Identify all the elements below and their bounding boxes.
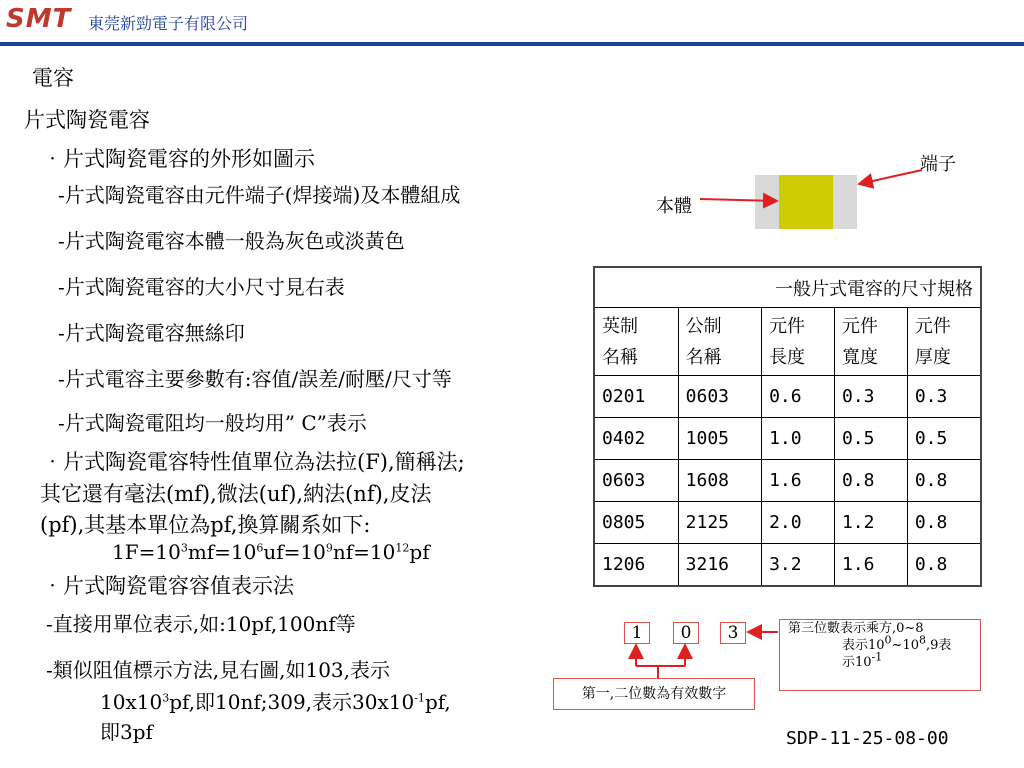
- table-row: [594, 376, 981, 418]
- section1-item: -片式陶瓷電容無絲印: [58, 321, 245, 345]
- third-digit-note: [779, 619, 981, 691]
- table-cell: 0402: [594, 418, 678, 460]
- section3-heading: ‧片式陶瓷電容容值表示法: [42, 574, 294, 598]
- section3-item-cont: $10x10^3pf$,即10nf;309,表示$30x10^{-1}pf$,: [100, 690, 451, 714]
- note-line: 示$10^{-1}$: [842, 650, 883, 670]
- table-cell: 0.8: [907, 544, 981, 587]
- table-cell: 3216: [678, 544, 761, 587]
- column-header: 元件 寬度: [834, 308, 907, 376]
- terminal-arrow: [859, 170, 922, 184]
- section3-item: -直接用單位表示,如:10pf,100nf等: [46, 612, 356, 636]
- table-cell: 0.5: [907, 418, 981, 460]
- table-cell: 0603: [678, 376, 761, 418]
- unit-formula: $1F=10^3mf=10^6uf=10^9nf=10^{12}pf$: [112, 540, 430, 564]
- code-digit-3: 3: [720, 622, 746, 644]
- section1-item: -片式陶瓷電容本體一般為灰色或淡黃色: [58, 229, 405, 253]
- first-digits-note: 第一,二位數為有效數字: [553, 678, 755, 710]
- section2-line: (pf),其基本單位為pf,換算關系如下:: [40, 513, 371, 537]
- section1-item: -片式陶瓷電容由元件端子(焊接端)及本體組成: [58, 183, 461, 207]
- code-connector-arrows: [600, 600, 800, 690]
- table-cell: 2125: [678, 502, 761, 544]
- table-cell: 0.8: [907, 502, 981, 544]
- header-divider: [0, 42, 1024, 46]
- table-cell: 1.2: [834, 502, 907, 544]
- table-cell: 0.5: [834, 418, 907, 460]
- table-cell: 0.8: [907, 460, 981, 502]
- column-header: 公制 名稱: [678, 308, 761, 376]
- table-cell: 1608: [678, 460, 761, 502]
- terminal-label: 端子: [920, 154, 956, 175]
- page-subtitle: 片式陶瓷電容: [24, 108, 150, 132]
- section1-item: -片式陶瓷電容的大小尺寸見右表: [58, 275, 345, 299]
- code-digit-2: 0: [673, 622, 699, 644]
- section1-item: -片式電容主要參數有:容值/誤差/耐壓/尺寸等: [58, 367, 452, 391]
- table-cell: 2.0: [762, 502, 835, 544]
- column-header: 元件 長度: [762, 308, 835, 376]
- table-cell: 0.6: [762, 376, 835, 418]
- table-cell: 0.8: [834, 460, 907, 502]
- size-spec-table: [593, 266, 982, 587]
- table-cell: 0.3: [907, 376, 981, 418]
- table-cell: 0201: [594, 376, 678, 418]
- page-title: 電容: [32, 66, 74, 90]
- table-cell: 3.2: [762, 544, 835, 587]
- table-cell: 0.3: [834, 376, 907, 418]
- smt-logo: SMT: [6, 4, 72, 34]
- section2-line: ‧片式陶瓷電容特性值單位為法拉(F),簡稱法;: [42, 450, 465, 474]
- table-row: [594, 544, 981, 587]
- code-digit-1: 1: [624, 622, 650, 644]
- section1-item: -片式陶瓷電阻均一般均用” C”表示: [58, 411, 367, 435]
- document-code: SDP-11-25-08-00: [786, 728, 949, 749]
- table-cell: 1.6: [762, 460, 835, 502]
- table-cell: 1.0: [762, 418, 835, 460]
- column-header: 英制 名稱: [594, 308, 678, 376]
- capacitor-body: [779, 175, 833, 229]
- company-name: 東莞新勁電子有限公司: [88, 14, 249, 33]
- table-cell: 0805: [594, 502, 678, 544]
- column-header: 元件 厚度: [907, 308, 981, 376]
- section2-line: 其它還有毫法(mf),微法(uf),納法(nf),皮法: [40, 482, 432, 506]
- table-title: 一般片式電容的尺寸規格: [594, 267, 981, 308]
- section3-item-cont: 即3pf: [100, 720, 153, 744]
- table-row: [594, 460, 981, 502]
- table-cell: 1005: [678, 418, 761, 460]
- table-cell: 1.6: [834, 544, 907, 587]
- table-row: [594, 418, 981, 460]
- note-line: 第三位數表示乘方,0~8: [788, 621, 924, 636]
- body-label: 本體: [656, 196, 692, 217]
- section1-heading: ‧片式陶瓷電容的外形如圖示: [42, 147, 315, 171]
- table-cell: 1206: [594, 544, 678, 587]
- table-cell: 0603: [594, 460, 678, 502]
- section3-item: -類似阻值標示方法,見右圖,如103,表示: [46, 658, 391, 682]
- table-row: [594, 502, 981, 544]
- note-line: 表示$10^0\sim 10^8,9$表: [842, 633, 952, 653]
